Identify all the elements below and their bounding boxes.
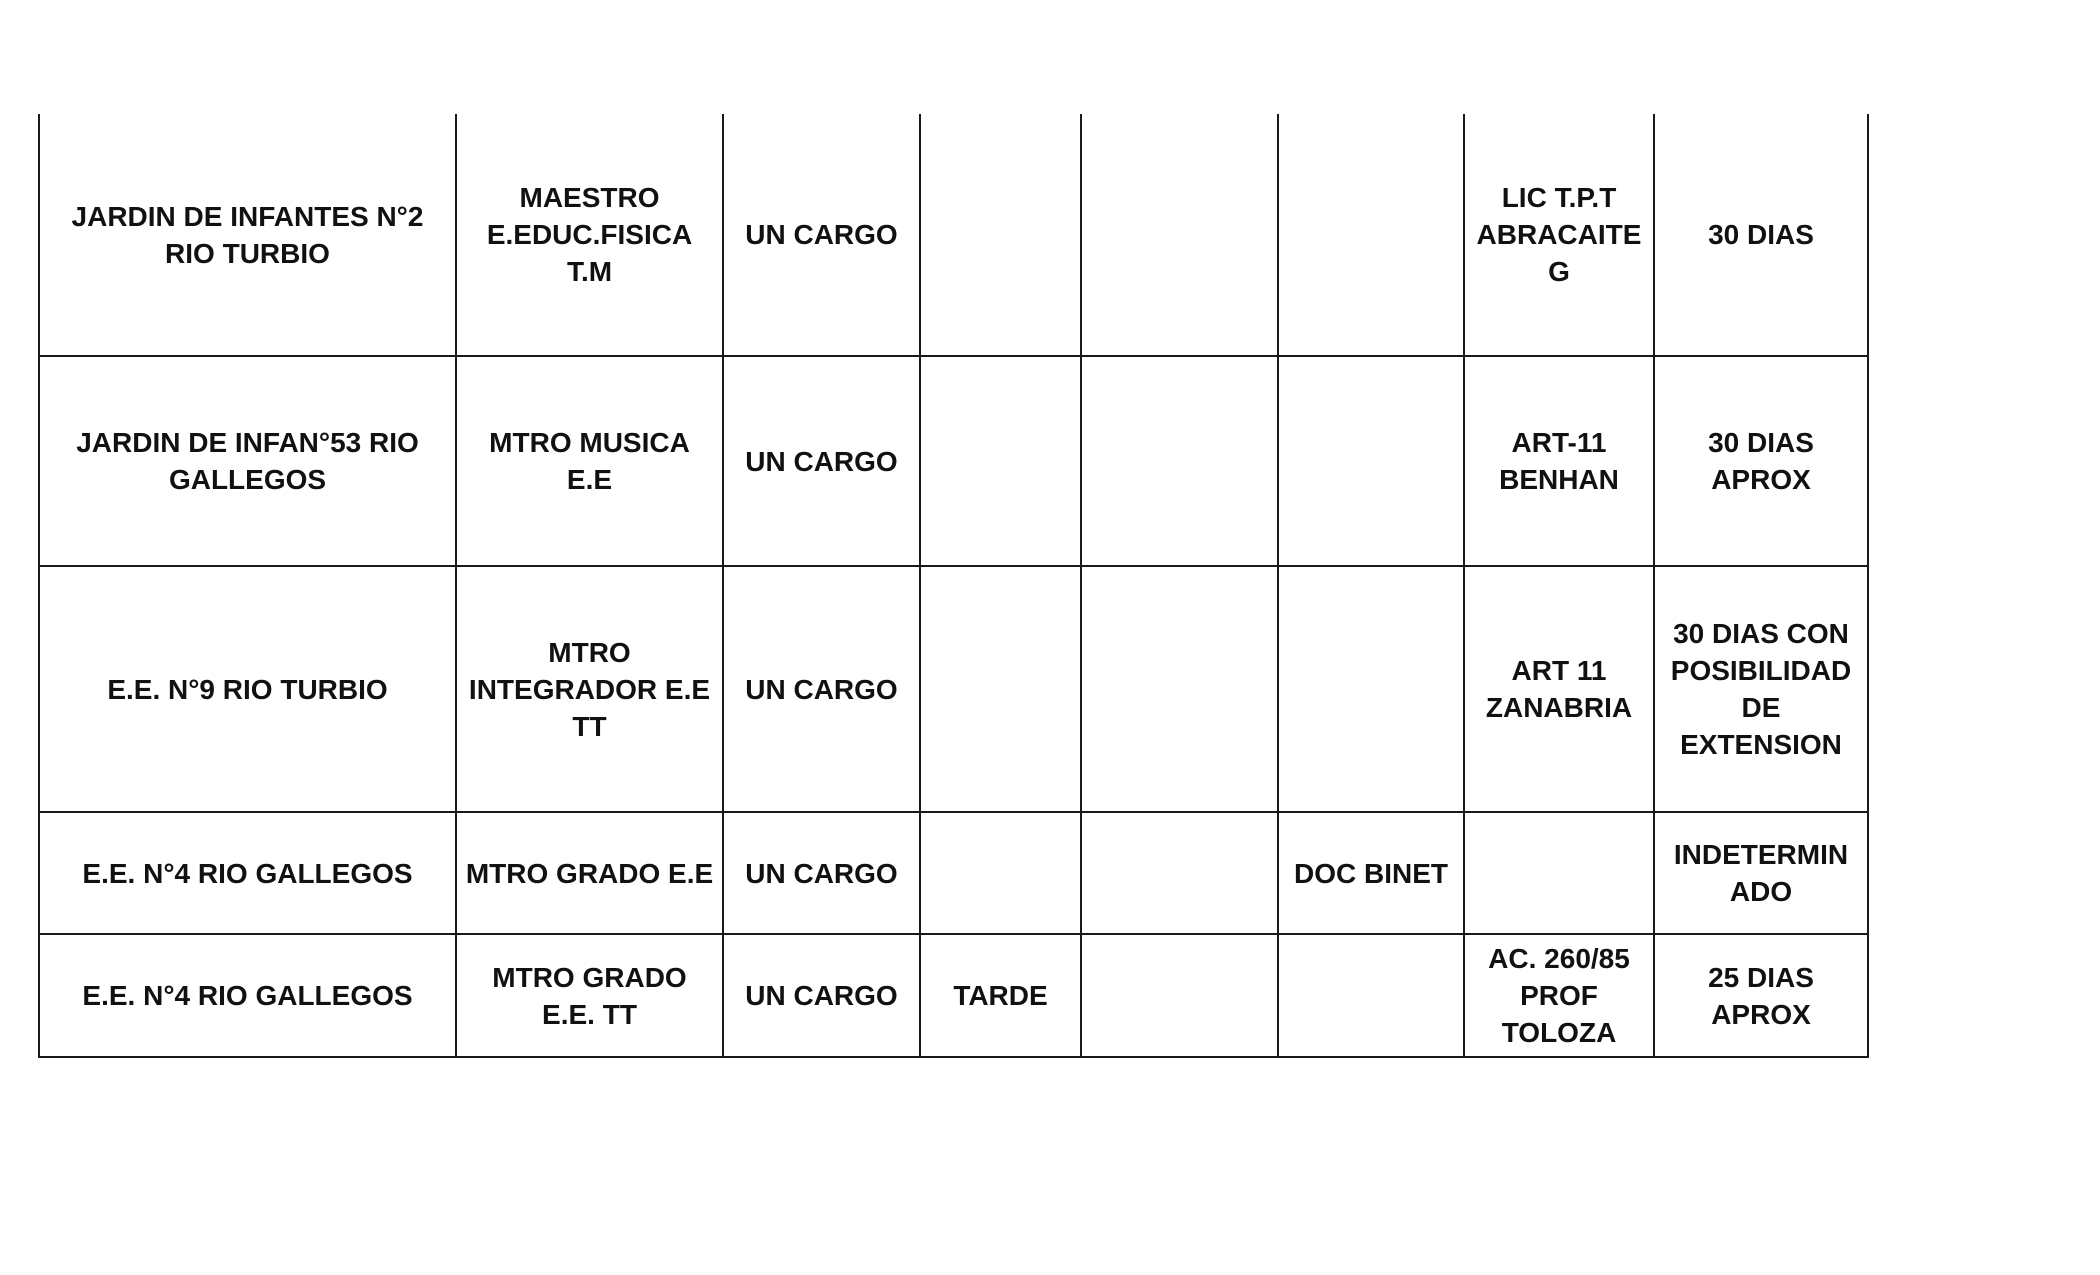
schedule-cell — [1081, 812, 1278, 934]
quantity-cell: UN CARGO — [723, 934, 920, 1057]
schedule-cell — [1081, 934, 1278, 1057]
teacher-cell — [1278, 356, 1464, 566]
schedule-cell — [1081, 356, 1278, 566]
reason-cell: AC. 260/85 PROF TOLOZA — [1464, 934, 1654, 1057]
vacancies-table — [38, 114, 1869, 1058]
reason-cell: ART 11 ZANABRIA — [1464, 566, 1654, 812]
position-cell: MTRO GRADO E.E — [456, 812, 723, 934]
table-row — [39, 356, 1868, 566]
table-row — [39, 566, 1868, 812]
position-cell: MAESTRO E.EDUC.FISICA T.M — [456, 114, 723, 356]
duration-cell: 30 DIAS APROX — [1654, 356, 1868, 566]
position-cell: MTRO MUSICA E.E — [456, 356, 723, 566]
table-row — [39, 812, 1868, 934]
teacher-cell — [1278, 114, 1464, 356]
duration-cell: 25 DIAS APROX — [1654, 934, 1868, 1057]
school-cell: E.E. N°4 RIO GALLEGOS — [39, 812, 456, 934]
teacher-cell: DOC BINET — [1278, 812, 1464, 934]
duration-cell: 30 DIAS — [1654, 114, 1868, 356]
reason-cell: ART-11 BENHAN — [1464, 356, 1654, 566]
quantity-cell: UN CARGO — [723, 566, 920, 812]
school-cell: E.E. N°4 RIO GALLEGOS — [39, 934, 456, 1057]
position-cell: MTRO GRADO E.E. TT — [456, 934, 723, 1057]
duration-cell: 30 DIAS CON POSIBILIDAD DE EXTENSION — [1654, 566, 1868, 812]
schedule-cell — [1081, 566, 1278, 812]
schedule-cell — [1081, 114, 1278, 356]
shift-cell — [920, 566, 1081, 812]
teacher-cell — [1278, 934, 1464, 1057]
table-row — [39, 934, 1868, 1057]
quantity-cell: UN CARGO — [723, 356, 920, 566]
shift-cell: TARDE — [920, 934, 1081, 1057]
shift-cell — [920, 114, 1081, 356]
table-row — [39, 114, 1868, 356]
position-cell: MTRO INTEGRADOR E.E TT — [456, 566, 723, 812]
reason-cell: LIC T.P.T ABRACAITE G — [1464, 114, 1654, 356]
duration-cell: INDETERMIN ADO — [1654, 812, 1868, 934]
school-cell: E.E. N°9 RIO TURBIO — [39, 566, 456, 812]
quantity-cell: UN CARGO — [723, 114, 920, 356]
quantity-cell: UN CARGO — [723, 812, 920, 934]
shift-cell — [920, 812, 1081, 934]
school-cell: JARDIN DE INFANTES N°2 RIO TURBIO — [39, 114, 456, 356]
reason-cell — [1464, 812, 1654, 934]
teacher-cell — [1278, 566, 1464, 812]
school-cell: JARDIN DE INFAN°53 RIO GALLEGOS — [39, 356, 456, 566]
shift-cell — [920, 356, 1081, 566]
